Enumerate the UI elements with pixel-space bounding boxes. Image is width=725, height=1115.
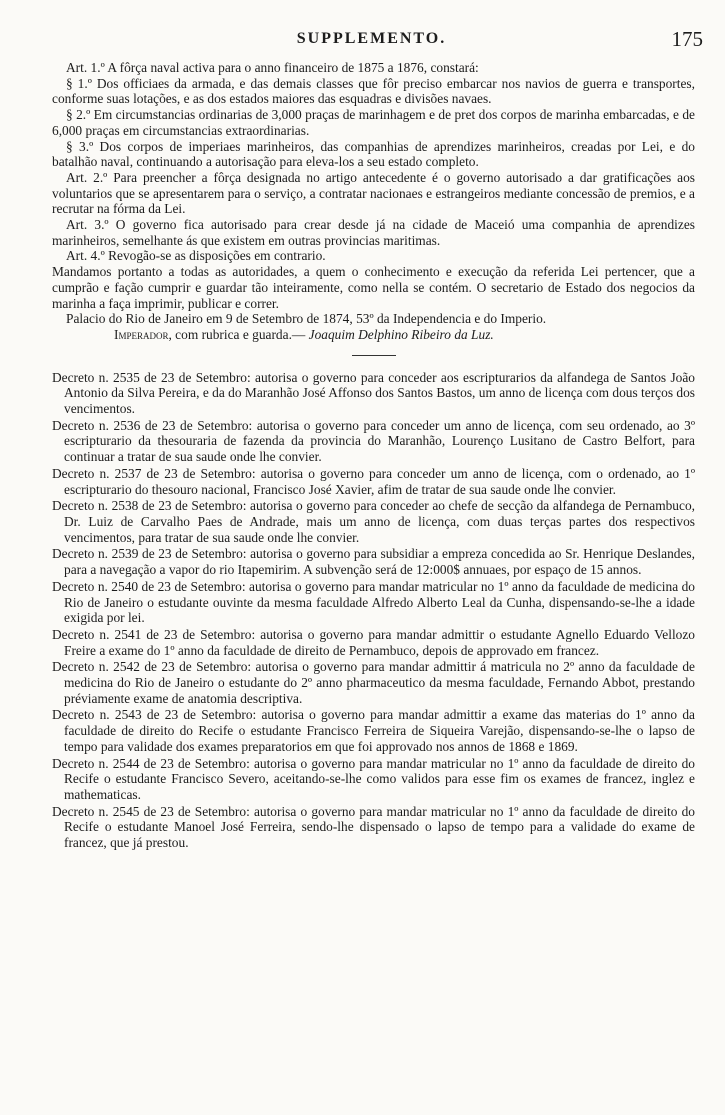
decree-entry: Decreto n. 2540 de 23 de Setembro: autorisa o governo para mandar matricular no 1º anno da faculdade de medicina do Rio de Janeiro o estudante ouvinte da mesma faculdade Alfredo Alberto Leal da Cunha, dispensando-se-lhe a idade exigida por lei. [52,578,695,626]
law-article-4: Art. 4.º Revogão-se as disposições em contrario. [66,248,326,264]
decree-entry: Decreto n. 2543 de 23 de Setembro: autorisa o governo para mandar admittir a exame das materias do 1º anno da faculdade de direito do Recife o estudante Francisco Ferreira de Siqueira Varejão, dispensando-se-lhe o lapso de tempo para validade dos exames preparatorios em que foi approvado nos annos de 1868 e 1869. [52,707,695,754]
section-divider [352,355,396,356]
law-paragraph-3: § 3.º Dos corpos de imperiaes marinheiros, das companhias de aprendizes marinheiros, creadas por Lei, e do batalhão naval, continuando a autorisação para eleva-los a seu estado completo. [52,138,695,170]
law-article-2: Art. 2.º Para preencher a fôrça designada no artigo antecedente é o governo autorisado a dar gratificações aos voluntarios que se apresentarem para o serviço, a contratar nacionaes e estrangeiros mediante concessão de premios, e a recrutar na fórma da Lei. [52,169,695,217]
place-and-date: Palacio do Rio de Janeiro em 9 de Setembro de 1874, 53º da Independencia e do Imperio. [66,311,547,327]
decree-entry: Decreto n. 2542 de 23 de Setembro: autorisa o governo para mandar admittir á matricula no 2º anno da faculdade de medicina do Rio de Janeiro o estudante do 2º anno pharmaceutico da mesma faculdade, Fernando Abbot, prestando préviamente exame de anatomia descriptiva. [52,659,695,706]
law-article-3: Art. 3.º O governo fica autorisado para crear desde já na cidade de Maceió uma companhia de aprendizes marinheiros, semelhante ás que existem em outras provincias maritimas. [52,217,695,248]
promulgation-text: Mandamos portanto a todas as autoridades, a quem o conhecimento e execução da referida Lei pertencer, que a cumprão e fação cumprir e guardar tão inteiramente, como nella se contém. O secretario de Estado dos negocios da marinha a faça imprimir, publicar e correr. [52,264,695,311]
decree-entry: Decreto n. 2544 de 23 de Setembro: autorisa o governo para mandar matricular no 1º anno da faculdade de direito do Recife o estudante Francisco Severo, aceitando-se-lhe como validos para esse fim os exames de francez, inglez e mathematicas. [52,755,695,802]
signature-title: Imperador, [114,326,172,342]
signature-line [52,327,695,343]
law-paragraph-1: § 1.º Dos officiaes da armada, e das demais classes que fôr preciso embarcar nos navios de guerra e transportes, conforme suas lotações, e as dos estados maiores das esquadras e divisões navaes. [52,75,695,107]
page-number: 175 [671,27,703,51]
page-body [52,60,695,852]
decree-entry: Decreto n. 2537 de 23 de Setembro: autorisa o governo para conceder um anno de licença, com o ordenado, ao 1º escripturario do thesouro nacional, Francisco José Xavier, afim de tratar de sua saude onde lhe convier. [52,465,695,497]
running-title: SUPPLEMENTO. [296,30,447,47]
law-paragraph-2: § 2.º Em circumstancias ordinarias de 3,000 praças de marinhagem e de pret dos corpos de marinha embarcadas, e de 6,000 praças em circumstancias extraordinarias. [52,107,695,138]
page-header [40,27,703,56]
decree-entry: Decreto n. 2536 de 23 de Setembro: autorisa o governo para conceder um anno de licença, com seu ordenado, ao 3º escripturario da thesouraria de fazenda da provincia do Maranhão, Lourenço Lusitano de Castro Belfort, para continuar a tratar de sua saude onde lhe convier. [52,417,695,465]
law-article-1: Art. 1.º A fôrça naval activa para o anno financeiro de 1875 a 1876, constará: [66,60,479,75]
signature-text: com rubrica e guarda.— [171,326,309,342]
decree-entry: Decreto n. 2545 de 23 de Setembro: autorisa o governo para mandar matricular no 1º anno da faculdade de direito do Recife o estudante Manoel José Ferreira, sendo-lhe dispensado o lapso de tempo para a validade do exame de francez, que já prestou. [52,803,695,851]
decree-entry: Decreto n. 2541 de 23 de Setembro: autorisa o governo para mandar admittir o estudante Agnello Eduardo Vellozo Freire a exame do 1º anno da faculdade de direito de Pernambuco, depois de approvado em francez. [52,626,695,658]
decree-entry: Decreto n. 2539 de 23 de Setembro: autorisa o governo para subsidiar a empreza concedida ao Sr. Henrique Deslandes, para a navegação a vapor do rio Itapemirim. A subvenção será de 12:000$ annuaes, por espaço de 15 annos. [52,546,695,578]
signature-name: Joaquim Delphino Ribeiro da Luz. [308,326,494,342]
decree-entry: Decreto n. 2535 de 23 de Setembro: autorisa o governo para conceder aos escripturarios da alfandega de Santos João Antonio da Silva Pereira, e da do Maranhão José Affonso dos Santos Bastos, um anno de licença com dous terços dos vencimentos. [52,369,695,417]
decree-entry: Decreto n. 2538 de 23 de Setembro: autorisa o governo para conceder ao chefe de secção da alfandega de Pernambuco, Dr. Luiz de Carvalho Paes de Andrade, mais um anno de licença, com duas terças partes dos respectivos vencimentos, para tratar de sua saude onde lhe convier. [52,498,695,545]
